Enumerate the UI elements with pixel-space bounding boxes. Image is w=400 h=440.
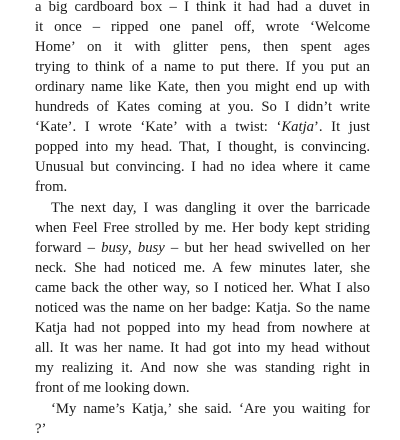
text-line — [35, 378, 370, 398]
text-line — [35, 399, 370, 419]
text-run: my realizing it. And now she was standing right in — [35, 360, 370, 376]
text-line — [35, 238, 370, 258]
text-run: ’. It just — [314, 119, 370, 135]
text-run: Unusual but convincing. I had no idea where it came — [35, 159, 370, 175]
text-run: noticed was the name on her badge: Katja. So the name — [35, 300, 370, 316]
text-line — [35, 157, 370, 177]
text-run: The next day, I was dangling it over the barricade — [51, 200, 370, 216]
text-line — [35, 137, 370, 157]
text-run: a big cardboard box – I think it had had a duvet in — [35, 0, 370, 15]
paragraph — [35, 0, 370, 197]
italic-text: busy — [101, 240, 129, 256]
text-run: ordinary name like Kate, then you might end up with — [35, 79, 370, 95]
text-line — [35, 0, 370, 17]
text-line — [35, 57, 370, 77]
paragraph — [35, 198, 370, 398]
text-run: front of me looking down. — [35, 380, 190, 396]
body-text — [35, 0, 370, 440]
text-run: popped into my head. That, I thought, is convincing. — [35, 139, 370, 155]
text-line — [35, 17, 370, 37]
text-run: hundreds of Kates coming at you. So I didn’t write — [35, 99, 370, 115]
text-line — [35, 358, 370, 378]
text-line — [35, 278, 370, 298]
text-line — [35, 419, 370, 439]
text-run: Home’ on it with glitter pens, then spent ages — [35, 39, 370, 55]
text-line — [35, 318, 370, 338]
text-run: neck. She had noticed me. A few minutes later, she — [35, 260, 370, 276]
text-line — [35, 77, 370, 97]
text-line — [35, 338, 370, 358]
text-run: forward – — [35, 240, 102, 256]
text-line — [35, 218, 370, 238]
text-run: it once – ripped one panel off, wrote ‘Welcome — [35, 19, 370, 35]
text-run: trying to think of a name to put there. If you put an — [35, 59, 370, 75]
text-line — [35, 117, 370, 137]
text-run: from. — [35, 179, 68, 195]
italic-text: Katja — [281, 119, 315, 135]
text-run: , — [128, 240, 138, 256]
text-run: ‘Kate’. I wrote ‘Kate’ with a twist: ‘ — [35, 119, 282, 135]
paragraph — [35, 399, 370, 439]
text-line — [35, 258, 370, 278]
text-run: – but her head swivelled on her — [164, 240, 371, 256]
text-run: ?’ — [35, 421, 47, 437]
text-run: when Feel Free strolled by me. Her body kept striding — [35, 220, 370, 236]
text-run: came back the other way, so I noticed her. What I also — [35, 280, 370, 296]
text-line — [35, 177, 370, 197]
italic-text: busy — [137, 240, 165, 256]
text-line — [35, 37, 370, 57]
text-line — [35, 298, 370, 318]
text-line — [35, 198, 370, 218]
text-line — [35, 97, 370, 117]
text-run: all. It was her name. It had got into my head without — [35, 340, 370, 356]
text-run: ‘My name’s Katja,’ she said. ‘Are you waiting for — [51, 401, 370, 417]
text-run: Katja had not popped into my head from nowhere at — [35, 320, 370, 336]
